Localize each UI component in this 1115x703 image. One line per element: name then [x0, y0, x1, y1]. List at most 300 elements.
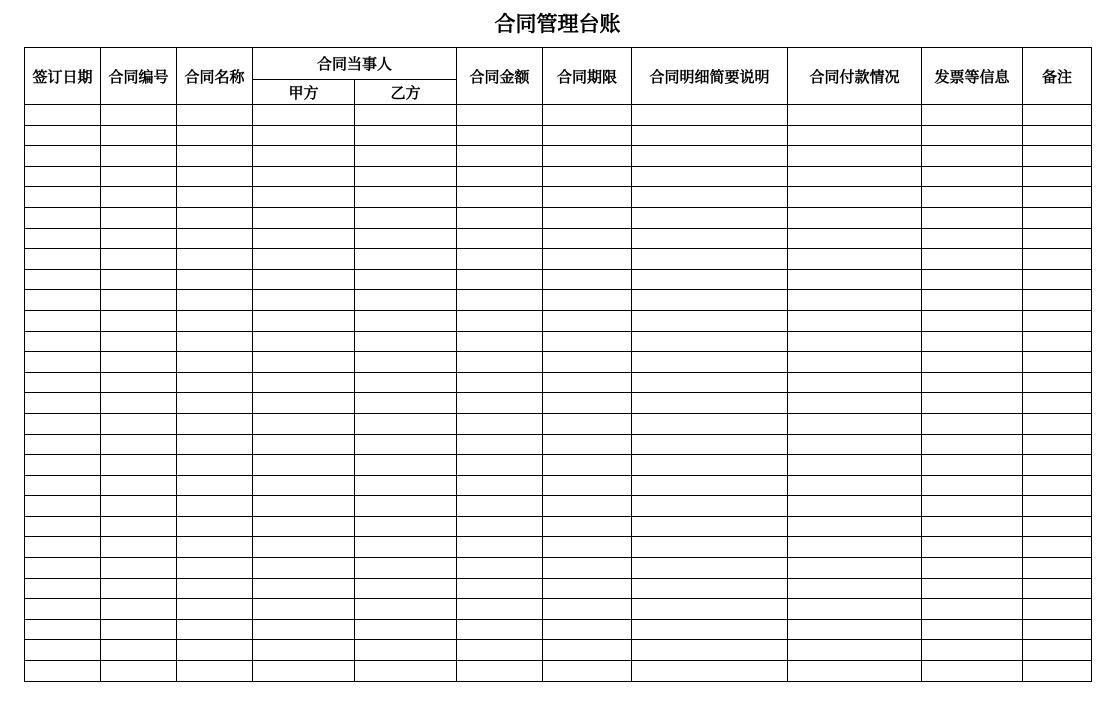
cell-amount[interactable] [457, 475, 543, 496]
cell-contract-no[interactable] [101, 558, 177, 579]
cell-details[interactable] [632, 269, 788, 290]
cell-term[interactable] [543, 187, 632, 208]
cell-remarks[interactable] [1023, 661, 1092, 682]
cell-contract-no[interactable] [101, 578, 177, 599]
cell-amount[interactable] [457, 166, 543, 187]
cell-party-b[interactable] [355, 661, 457, 682]
cell-sign-date[interactable] [25, 393, 101, 414]
cell-contract-name[interactable] [177, 558, 253, 579]
cell-invoice[interactable] [922, 475, 1023, 496]
cell-details[interactable] [632, 352, 788, 373]
cell-sign-date[interactable] [25, 558, 101, 579]
cell-payment[interactable] [788, 166, 922, 187]
cell-sign-date[interactable] [25, 640, 101, 661]
cell-payment[interactable] [788, 619, 922, 640]
cell-contract-name[interactable] [177, 207, 253, 228]
cell-contract-no[interactable] [101, 413, 177, 434]
cell-details[interactable] [632, 249, 788, 270]
cell-contract-no[interactable] [101, 331, 177, 352]
cell-party-b[interactable] [355, 352, 457, 373]
cell-party-a[interactable] [253, 352, 355, 373]
cell-payment[interactable] [788, 352, 922, 373]
cell-term[interactable] [543, 661, 632, 682]
cell-contract-name[interactable] [177, 352, 253, 373]
cell-payment[interactable] [788, 661, 922, 682]
cell-party-b[interactable] [355, 496, 457, 517]
cell-contract-no[interactable] [101, 207, 177, 228]
cell-contract-no[interactable] [101, 249, 177, 270]
cell-term[interactable] [543, 434, 632, 455]
cell-remarks[interactable] [1023, 290, 1092, 311]
cell-party-a[interactable] [253, 146, 355, 167]
cell-sign-date[interactable] [25, 537, 101, 558]
cell-amount[interactable] [457, 558, 543, 579]
cell-contract-name[interactable] [177, 434, 253, 455]
cell-payment[interactable] [788, 187, 922, 208]
cell-details[interactable] [632, 393, 788, 414]
cell-details[interactable] [632, 558, 788, 579]
cell-contract-no[interactable] [101, 475, 177, 496]
cell-payment[interactable] [788, 290, 922, 311]
cell-party-a[interactable] [253, 187, 355, 208]
cell-payment[interactable] [788, 496, 922, 517]
cell-amount[interactable] [457, 352, 543, 373]
cell-amount[interactable] [457, 661, 543, 682]
cell-remarks[interactable] [1023, 146, 1092, 167]
cell-sign-date[interactable] [25, 516, 101, 537]
cell-contract-name[interactable] [177, 269, 253, 290]
cell-term[interactable] [543, 269, 632, 290]
cell-party-a[interactable] [253, 496, 355, 517]
cell-contract-name[interactable] [177, 393, 253, 414]
cell-party-a[interactable] [253, 578, 355, 599]
cell-sign-date[interactable] [25, 146, 101, 167]
cell-payment[interactable] [788, 372, 922, 393]
cell-invoice[interactable] [922, 434, 1023, 455]
cell-contract-name[interactable] [177, 125, 253, 146]
cell-remarks[interactable] [1023, 496, 1092, 517]
cell-remarks[interactable] [1023, 269, 1092, 290]
cell-term[interactable] [543, 331, 632, 352]
cell-contract-name[interactable] [177, 640, 253, 661]
cell-remarks[interactable] [1023, 166, 1092, 187]
cell-term[interactable] [543, 558, 632, 579]
cell-sign-date[interactable] [25, 310, 101, 331]
cell-contract-no[interactable] [101, 661, 177, 682]
cell-details[interactable] [632, 599, 788, 620]
cell-remarks[interactable] [1023, 558, 1092, 579]
cell-party-a[interactable] [253, 331, 355, 352]
cell-party-b[interactable] [355, 537, 457, 558]
cell-party-a[interactable] [253, 455, 355, 476]
cell-payment[interactable] [788, 537, 922, 558]
cell-invoice[interactable] [922, 393, 1023, 414]
cell-contract-name[interactable] [177, 310, 253, 331]
cell-term[interactable] [543, 146, 632, 167]
cell-contract-name[interactable] [177, 187, 253, 208]
cell-payment[interactable] [788, 393, 922, 414]
cell-party-a[interactable] [253, 619, 355, 640]
cell-remarks[interactable] [1023, 619, 1092, 640]
cell-invoice[interactable] [922, 352, 1023, 373]
cell-invoice[interactable] [922, 372, 1023, 393]
cell-remarks[interactable] [1023, 475, 1092, 496]
cell-contract-no[interactable] [101, 619, 177, 640]
cell-remarks[interactable] [1023, 125, 1092, 146]
cell-invoice[interactable] [922, 455, 1023, 476]
cell-payment[interactable] [788, 578, 922, 599]
cell-details[interactable] [632, 434, 788, 455]
cell-details[interactable] [632, 166, 788, 187]
cell-term[interactable] [543, 310, 632, 331]
cell-contract-name[interactable] [177, 578, 253, 599]
cell-sign-date[interactable] [25, 125, 101, 146]
cell-party-b[interactable] [355, 207, 457, 228]
cell-details[interactable] [632, 413, 788, 434]
cell-party-b[interactable] [355, 640, 457, 661]
cell-invoice[interactable] [922, 269, 1023, 290]
cell-details[interactable] [632, 331, 788, 352]
cell-details[interactable] [632, 475, 788, 496]
cell-party-b[interactable] [355, 475, 457, 496]
cell-sign-date[interactable] [25, 372, 101, 393]
cell-party-b[interactable] [355, 105, 457, 126]
cell-sign-date[interactable] [25, 619, 101, 640]
cell-remarks[interactable] [1023, 228, 1092, 249]
cell-party-a[interactable] [253, 166, 355, 187]
cell-party-a[interactable] [253, 269, 355, 290]
cell-amount[interactable] [457, 640, 543, 661]
cell-details[interactable] [632, 105, 788, 126]
cell-term[interactable] [543, 516, 632, 537]
cell-party-b[interactable] [355, 434, 457, 455]
cell-remarks[interactable] [1023, 537, 1092, 558]
cell-party-b[interactable] [355, 578, 457, 599]
cell-contract-no[interactable] [101, 393, 177, 414]
cell-term[interactable] [543, 537, 632, 558]
cell-contract-name[interactable] [177, 496, 253, 517]
cell-details[interactable] [632, 372, 788, 393]
cell-details[interactable] [632, 537, 788, 558]
cell-term[interactable] [543, 619, 632, 640]
cell-sign-date[interactable] [25, 166, 101, 187]
cell-amount[interactable] [457, 207, 543, 228]
cell-contract-name[interactable] [177, 249, 253, 270]
cell-invoice[interactable] [922, 599, 1023, 620]
cell-remarks[interactable] [1023, 352, 1092, 373]
cell-term[interactable] [543, 640, 632, 661]
cell-sign-date[interactable] [25, 578, 101, 599]
cell-invoice[interactable] [922, 249, 1023, 270]
cell-sign-date[interactable] [25, 413, 101, 434]
cell-contract-no[interactable] [101, 125, 177, 146]
cell-contract-name[interactable] [177, 290, 253, 311]
cell-party-b[interactable] [355, 516, 457, 537]
cell-sign-date[interactable] [25, 249, 101, 270]
cell-payment[interactable] [788, 310, 922, 331]
cell-party-b[interactable] [355, 599, 457, 620]
cell-contract-name[interactable] [177, 413, 253, 434]
cell-amount[interactable] [457, 393, 543, 414]
cell-payment[interactable] [788, 558, 922, 579]
cell-sign-date[interactable] [25, 207, 101, 228]
cell-term[interactable] [543, 352, 632, 373]
cell-details[interactable] [632, 207, 788, 228]
cell-amount[interactable] [457, 269, 543, 290]
cell-payment[interactable] [788, 146, 922, 167]
cell-sign-date[interactable] [25, 496, 101, 517]
cell-party-b[interactable] [355, 413, 457, 434]
cell-invoice[interactable] [922, 187, 1023, 208]
cell-contract-name[interactable] [177, 619, 253, 640]
cell-remarks[interactable] [1023, 413, 1092, 434]
cell-party-a[interactable] [253, 207, 355, 228]
cell-term[interactable] [543, 455, 632, 476]
cell-remarks[interactable] [1023, 434, 1092, 455]
cell-payment[interactable] [788, 269, 922, 290]
cell-remarks[interactable] [1023, 599, 1092, 620]
cell-amount[interactable] [457, 599, 543, 620]
cell-contract-name[interactable] [177, 105, 253, 126]
cell-amount[interactable] [457, 146, 543, 167]
cell-party-a[interactable] [253, 661, 355, 682]
cell-invoice[interactable] [922, 496, 1023, 517]
cell-amount[interactable] [457, 578, 543, 599]
cell-payment[interactable] [788, 413, 922, 434]
cell-remarks[interactable] [1023, 105, 1092, 126]
cell-remarks[interactable] [1023, 393, 1092, 414]
cell-party-a[interactable] [253, 537, 355, 558]
cell-details[interactable] [632, 125, 788, 146]
cell-remarks[interactable] [1023, 578, 1092, 599]
cell-invoice[interactable] [922, 516, 1023, 537]
cell-contract-no[interactable] [101, 537, 177, 558]
cell-invoice[interactable] [922, 105, 1023, 126]
cell-remarks[interactable] [1023, 187, 1092, 208]
cell-contract-no[interactable] [101, 228, 177, 249]
cell-sign-date[interactable] [25, 661, 101, 682]
cell-party-a[interactable] [253, 599, 355, 620]
cell-term[interactable] [543, 413, 632, 434]
cell-remarks[interactable] [1023, 372, 1092, 393]
cell-party-a[interactable] [253, 516, 355, 537]
cell-amount[interactable] [457, 455, 543, 476]
cell-amount[interactable] [457, 228, 543, 249]
cell-invoice[interactable] [922, 537, 1023, 558]
cell-party-b[interactable] [355, 393, 457, 414]
cell-invoice[interactable] [922, 166, 1023, 187]
cell-party-a[interactable] [253, 228, 355, 249]
cell-payment[interactable] [788, 475, 922, 496]
cell-invoice[interactable] [922, 558, 1023, 579]
cell-party-a[interactable] [253, 290, 355, 311]
cell-remarks[interactable] [1023, 331, 1092, 352]
cell-remarks[interactable] [1023, 310, 1092, 331]
cell-details[interactable] [632, 310, 788, 331]
cell-sign-date[interactable] [25, 187, 101, 208]
cell-term[interactable] [543, 599, 632, 620]
cell-details[interactable] [632, 661, 788, 682]
cell-contract-no[interactable] [101, 166, 177, 187]
cell-invoice[interactable] [922, 640, 1023, 661]
cell-payment[interactable] [788, 105, 922, 126]
cell-party-a[interactable] [253, 640, 355, 661]
cell-invoice[interactable] [922, 228, 1023, 249]
cell-details[interactable] [632, 290, 788, 311]
cell-sign-date[interactable] [25, 434, 101, 455]
cell-sign-date[interactable] [25, 269, 101, 290]
cell-term[interactable] [543, 105, 632, 126]
cell-remarks[interactable] [1023, 249, 1092, 270]
cell-invoice[interactable] [922, 290, 1023, 311]
cell-invoice[interactable] [922, 619, 1023, 640]
cell-party-b[interactable] [355, 228, 457, 249]
cell-payment[interactable] [788, 125, 922, 146]
cell-amount[interactable] [457, 249, 543, 270]
cell-sign-date[interactable] [25, 228, 101, 249]
cell-details[interactable] [632, 516, 788, 537]
cell-term[interactable] [543, 372, 632, 393]
cell-invoice[interactable] [922, 146, 1023, 167]
cell-term[interactable] [543, 496, 632, 517]
cell-party-b[interactable] [355, 455, 457, 476]
cell-contract-name[interactable] [177, 661, 253, 682]
cell-invoice[interactable] [922, 207, 1023, 228]
cell-party-a[interactable] [253, 434, 355, 455]
cell-details[interactable] [632, 228, 788, 249]
cell-contract-no[interactable] [101, 105, 177, 126]
cell-invoice[interactable] [922, 578, 1023, 599]
cell-party-a[interactable] [253, 475, 355, 496]
cell-party-a[interactable] [253, 413, 355, 434]
cell-party-a[interactable] [253, 310, 355, 331]
cell-party-b[interactable] [355, 558, 457, 579]
cell-remarks[interactable] [1023, 207, 1092, 228]
cell-contract-no[interactable] [101, 516, 177, 537]
cell-contract-no[interactable] [101, 640, 177, 661]
cell-contract-no[interactable] [101, 455, 177, 476]
cell-contract-name[interactable] [177, 146, 253, 167]
cell-invoice[interactable] [922, 413, 1023, 434]
cell-party-b[interactable] [355, 125, 457, 146]
cell-amount[interactable] [457, 413, 543, 434]
cell-payment[interactable] [788, 228, 922, 249]
cell-contract-name[interactable] [177, 475, 253, 496]
cell-contract-name[interactable] [177, 599, 253, 620]
cell-amount[interactable] [457, 496, 543, 517]
cell-party-a[interactable] [253, 393, 355, 414]
cell-sign-date[interactable] [25, 475, 101, 496]
cell-amount[interactable] [457, 619, 543, 640]
cell-term[interactable] [543, 475, 632, 496]
cell-payment[interactable] [788, 207, 922, 228]
cell-payment[interactable] [788, 599, 922, 620]
cell-details[interactable] [632, 496, 788, 517]
cell-payment[interactable] [788, 640, 922, 661]
cell-amount[interactable] [457, 434, 543, 455]
cell-amount[interactable] [457, 310, 543, 331]
cell-contract-no[interactable] [101, 599, 177, 620]
cell-amount[interactable] [457, 372, 543, 393]
cell-amount[interactable] [457, 125, 543, 146]
cell-amount[interactable] [457, 290, 543, 311]
cell-term[interactable] [543, 228, 632, 249]
cell-party-b[interactable] [355, 249, 457, 270]
cell-term[interactable] [543, 578, 632, 599]
cell-party-b[interactable] [355, 187, 457, 208]
cell-invoice[interactable] [922, 661, 1023, 682]
cell-contract-name[interactable] [177, 166, 253, 187]
cell-term[interactable] [543, 207, 632, 228]
cell-sign-date[interactable] [25, 599, 101, 620]
cell-details[interactable] [632, 578, 788, 599]
cell-party-b[interactable] [355, 146, 457, 167]
cell-contract-name[interactable] [177, 331, 253, 352]
cell-party-b[interactable] [355, 166, 457, 187]
cell-sign-date[interactable] [25, 105, 101, 126]
cell-amount[interactable] [457, 537, 543, 558]
cell-party-b[interactable] [355, 269, 457, 290]
cell-contract-name[interactable] [177, 372, 253, 393]
cell-amount[interactable] [457, 331, 543, 352]
cell-sign-date[interactable] [25, 290, 101, 311]
cell-contract-no[interactable] [101, 310, 177, 331]
cell-contract-no[interactable] [101, 290, 177, 311]
cell-contract-no[interactable] [101, 434, 177, 455]
cell-party-a[interactable] [253, 249, 355, 270]
cell-contract-name[interactable] [177, 455, 253, 476]
cell-party-a[interactable] [253, 372, 355, 393]
cell-party-a[interactable] [253, 125, 355, 146]
cell-term[interactable] [543, 125, 632, 146]
cell-amount[interactable] [457, 187, 543, 208]
cell-remarks[interactable] [1023, 516, 1092, 537]
cell-payment[interactable] [788, 434, 922, 455]
cell-contract-name[interactable] [177, 537, 253, 558]
cell-details[interactable] [632, 187, 788, 208]
cell-remarks[interactable] [1023, 640, 1092, 661]
cell-party-b[interactable] [355, 372, 457, 393]
cell-invoice[interactable] [922, 125, 1023, 146]
cell-contract-name[interactable] [177, 228, 253, 249]
cell-contract-no[interactable] [101, 496, 177, 517]
cell-party-a[interactable] [253, 105, 355, 126]
cell-contract-no[interactable] [101, 352, 177, 373]
cell-party-a[interactable] [253, 558, 355, 579]
cell-contract-no[interactable] [101, 269, 177, 290]
cell-term[interactable] [543, 290, 632, 311]
cell-amount[interactable] [457, 105, 543, 126]
cell-invoice[interactable] [922, 331, 1023, 352]
cell-party-b[interactable] [355, 619, 457, 640]
cell-term[interactable] [543, 249, 632, 270]
cell-remarks[interactable] [1023, 455, 1092, 476]
cell-contract-no[interactable] [101, 372, 177, 393]
cell-contract-no[interactable] [101, 146, 177, 167]
cell-payment[interactable] [788, 516, 922, 537]
cell-party-b[interactable] [355, 310, 457, 331]
cell-invoice[interactable] [922, 310, 1023, 331]
cell-payment[interactable] [788, 331, 922, 352]
cell-payment[interactable] [788, 455, 922, 476]
cell-sign-date[interactable] [25, 331, 101, 352]
cell-details[interactable] [632, 640, 788, 661]
cell-payment[interactable] [788, 249, 922, 270]
cell-term[interactable] [543, 393, 632, 414]
cell-details[interactable] [632, 619, 788, 640]
cell-amount[interactable] [457, 516, 543, 537]
cell-details[interactable] [632, 455, 788, 476]
